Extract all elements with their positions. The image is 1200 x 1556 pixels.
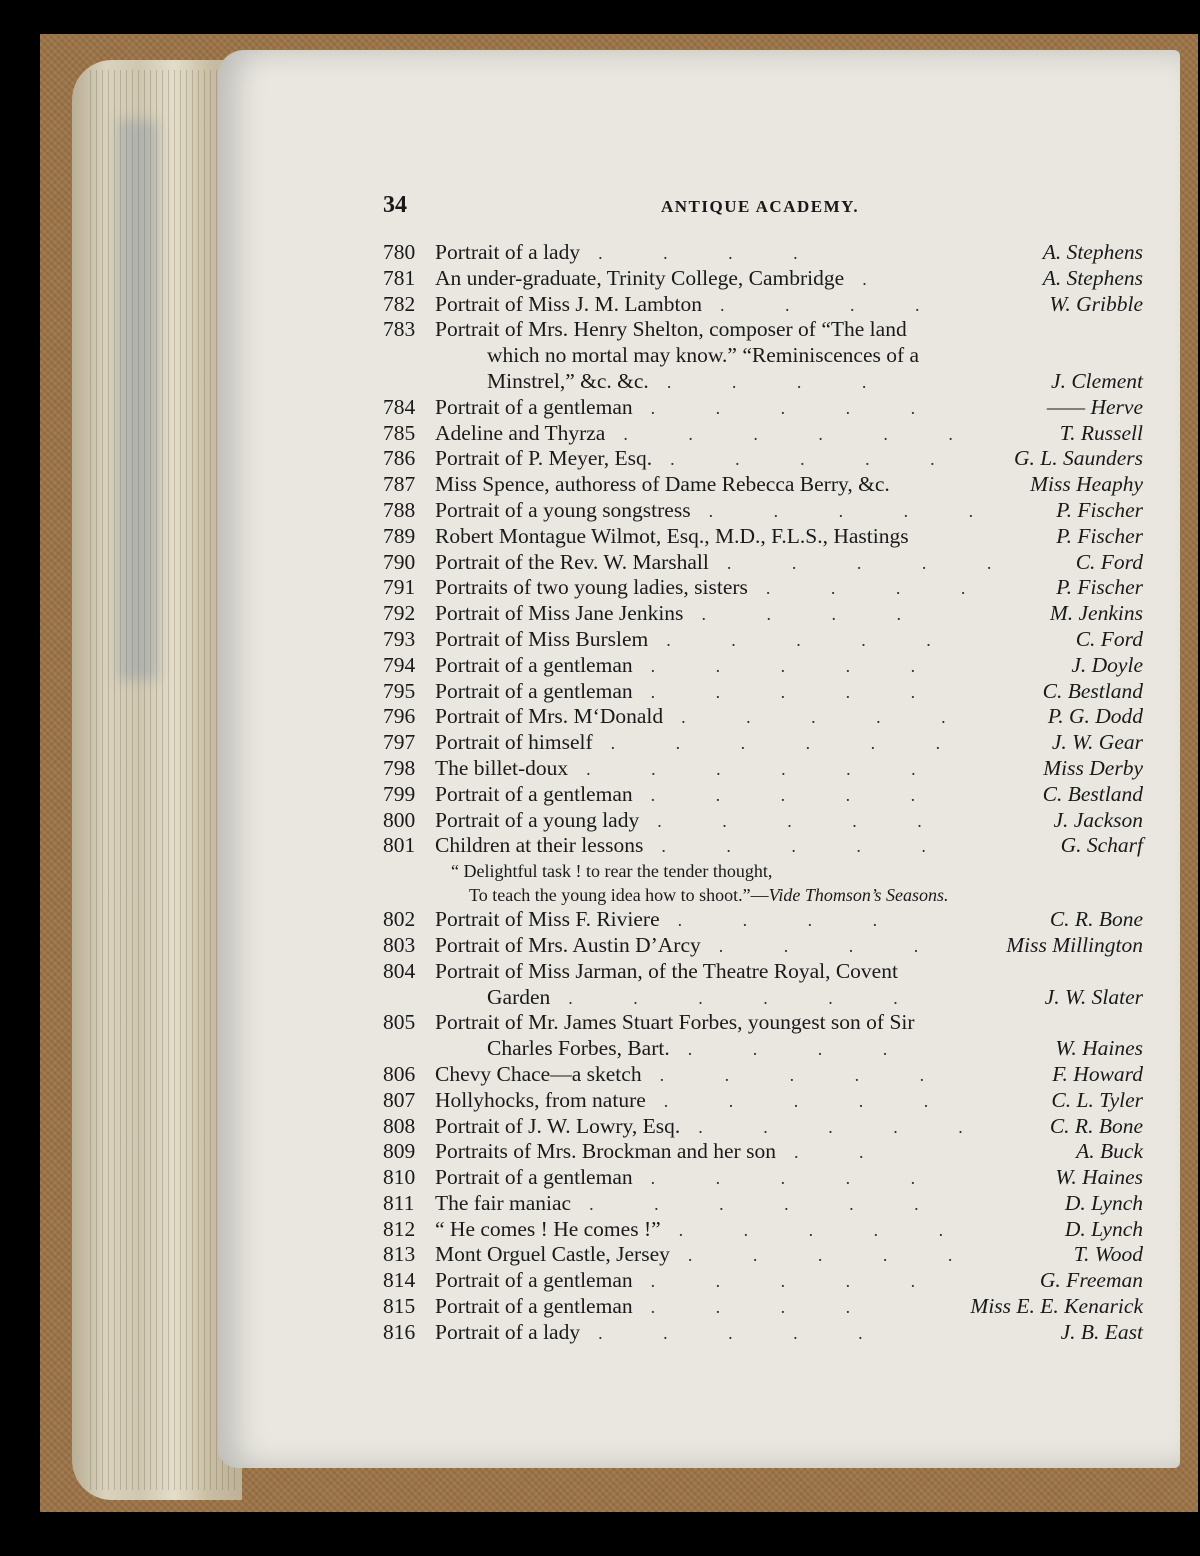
entry-title-line-3: Minstrel,” &c. &c. xyxy=(487,368,649,393)
page-stain xyxy=(118,120,158,680)
entry-artist: A. Stephens xyxy=(1042,265,1143,290)
catalogue-entries xyxy=(383,240,1143,1346)
entry-title: Robert Montague Wilmot, Esq., M.D., F.L.S., Hastings xyxy=(435,523,909,548)
entry-number: 816 xyxy=(383,1319,416,1344)
entry-814: 814 Portrait of a gentleman . . . . . G. Freeman xyxy=(383,1268,1143,1293)
entry-title: Miss Spence, authoress of Dame Rebecca Berry, &c. xyxy=(435,472,890,497)
entry-artist: P. Fischer xyxy=(1056,523,1143,548)
entry-number: 799 xyxy=(383,781,416,806)
running-title: ANTIQUE ACADEMY. xyxy=(661,197,860,216)
entry-title: Portrait of J. W. Lowry, Esq. xyxy=(435,1113,681,1138)
entry-title: Portrait of Miss J. M. Lambton xyxy=(435,291,702,316)
entry-artist: P. G. Dodd xyxy=(1047,704,1143,729)
entry-artist: C. Bestland xyxy=(1042,678,1143,703)
entry-title: Portraits of Mrs. Brockman and her son xyxy=(435,1139,776,1164)
entry-title: Portrait of a gentleman xyxy=(435,1165,633,1190)
entry-artist: C. Ford xyxy=(1075,549,1143,574)
entry-785: 785 Adeline and Thyrza . . . . . . T. Russell xyxy=(383,420,1143,445)
entry-title-line-2: Charles Forbes, Bart. xyxy=(487,1036,670,1061)
entry-number: 809 xyxy=(383,1139,416,1164)
entry-title-line-2: which no mortal may know.” “Reminiscences of a xyxy=(487,343,920,368)
entry-804-cont: Garden . . . . . . J. W. Slater xyxy=(487,984,1143,1009)
entry-artist: C. L. Tyler xyxy=(1051,1087,1143,1112)
entry-number: 782 xyxy=(383,291,416,316)
entry-number: 784 xyxy=(383,394,416,419)
page-number: 34 xyxy=(383,192,407,218)
entry-number: 796 xyxy=(383,704,416,729)
quote-line-2 xyxy=(383,883,1143,907)
entry-number: 794 xyxy=(383,652,416,677)
entry-title: Portrait of Miss F. Riviere xyxy=(435,907,660,932)
entry-number: 806 xyxy=(383,1061,416,1086)
entry-artist: D. Lynch xyxy=(1064,1190,1143,1215)
entry-799: 799 Portrait of a gentleman . . . . . C. Bestland xyxy=(383,781,1143,806)
entry-artist: T. Russell xyxy=(1059,420,1143,445)
entry-793: 793 Portrait of Miss Burslem . . . . . C. Ford xyxy=(383,626,1143,651)
entry-artist: G. L. Saunders xyxy=(1013,446,1143,471)
entry-number: 800 xyxy=(383,807,416,832)
entry-number: 793 xyxy=(383,626,416,651)
entry-810: 810 Portrait of a gentleman . . . . . W. Haines xyxy=(383,1165,1143,1190)
entry-791: 791 Portraits of two young ladies, sisters . . . . P. Fischer xyxy=(383,575,1143,600)
entry-797: 797 Portrait of himself . . . . . . J. W. Gear xyxy=(383,730,1143,755)
entry-805-cont: Charles Forbes, Bart. . . . . W. Haines xyxy=(487,1036,1143,1061)
entry-803: 803 Portrait of Mrs. Austin D’Arcy . . . . Miss Millington xyxy=(383,932,1143,957)
entry-artist: Miss Millington xyxy=(1006,932,1143,957)
entry-808: 808 Portrait of J. W. Lowry, Esq. . . . . . C. R. Bone xyxy=(383,1113,1143,1138)
entry-812: 812 “ He comes ! He comes !” . . . . . D. Lynch xyxy=(383,1216,1143,1241)
entry-artist: C. R. Bone xyxy=(1049,1113,1143,1138)
entry-807: 807 Hollyhocks, from nature . . . . . C. L. Tyler xyxy=(383,1087,1143,1112)
entry-780: 780 Portrait of a lady . . . . A. Stephens xyxy=(383,240,1143,264)
entry-number: 802 xyxy=(383,907,416,932)
entry-800: 800 Portrait of a young lady . . . . . J. Jackson xyxy=(383,807,1143,832)
entry-title: Portrait of a young songstress xyxy=(435,497,691,522)
entry-artist: F. Howard xyxy=(1052,1061,1143,1086)
entry-number: 813 xyxy=(383,1242,416,1267)
entry-number: 791 xyxy=(383,575,416,600)
entry-title: Portrait of a gentleman xyxy=(435,678,633,703)
entry-artist: C. R. Bone xyxy=(1049,907,1143,932)
entry-781: 781 An under-graduate, Trinity College, Cambridge . A. Stephens xyxy=(383,265,1143,290)
entry-number: 792 xyxy=(383,601,416,626)
entry-796: 796 Portrait of Mrs. M‘Donald . . . . . P. G. Dodd xyxy=(383,704,1143,729)
entry-artist: J. Clement xyxy=(1051,368,1143,393)
entry-artist: P. Fischer xyxy=(1056,575,1143,600)
quote-line-1: “ Delightful task ! to rear the tender thought, xyxy=(451,861,773,882)
entry-artist: W. Gribble xyxy=(1049,291,1143,316)
entry-number: 801 xyxy=(383,833,416,858)
entry-806: 806 Chevy Chace—a sketch . . . . . F. Howard xyxy=(383,1061,1143,1086)
entry-792: 792 Portrait of Miss Jane Jenkins . . . . M. Jenkins xyxy=(383,601,1143,626)
entry-number: 812 xyxy=(383,1216,416,1241)
entry-number: 811 xyxy=(383,1190,415,1215)
entry-title: An under-graduate, Trinity College, Cambridge xyxy=(435,265,845,290)
entry-title: Portrait of Mrs. Austin D’Arcy xyxy=(435,932,701,957)
page-header xyxy=(383,192,1143,222)
entry-artist: A. Buck xyxy=(1076,1139,1143,1164)
entry-number: 785 xyxy=(383,420,416,445)
entry-815: 815 Portrait of a gentleman . . . . Miss E. E. Kenarick xyxy=(383,1294,1143,1319)
entry-artist: D. Lynch xyxy=(1064,1216,1143,1241)
entry-artist: G. Scharf xyxy=(1060,833,1143,858)
entry-809: 809 Portraits of Mrs. Brockman and her son . . A. Buck xyxy=(383,1139,1143,1164)
entry-title-line-1: Portrait of Mrs. Henry Shelton, composer of “The land xyxy=(435,317,907,342)
entry-title: Hollyhocks, from nature xyxy=(435,1087,646,1112)
entry-title: Portrait of a lady xyxy=(435,240,581,264)
entry-784: 784 Portrait of a gentleman . . . . . —— Herve xyxy=(383,394,1143,419)
entry-title: Portrait of a gentleman xyxy=(435,1294,633,1319)
entry-title: “ He comes ! He comes !” xyxy=(435,1216,661,1241)
entry-artist: Miss E. E. Kenarick xyxy=(970,1294,1143,1319)
entry-805 xyxy=(383,1010,1143,1036)
entry-number: 788 xyxy=(383,497,416,522)
entry-title: Portrait of P. Meyer, Esq. xyxy=(435,446,653,471)
entry-794: 794 Portrait of a gentleman . . . . . J. Doyle xyxy=(383,652,1143,677)
entry-title: Portrait of Miss Burslem xyxy=(435,626,649,651)
entry-number: 814 xyxy=(383,1268,416,1293)
entry-790: 790 Portrait of the Rev. W. Marshall . . . . . C. Ford xyxy=(383,549,1143,574)
entry-title: Portrait of a young lady xyxy=(435,807,640,832)
entry-number: 803 xyxy=(383,932,416,957)
entry-813: 813 Mont Orguel Castle, Jersey . . . . . T. Wood xyxy=(383,1242,1143,1267)
entry-number: 786 xyxy=(383,446,416,471)
entry-title: Children at their lessons xyxy=(435,833,644,858)
entry-number: 808 xyxy=(383,1113,416,1138)
entry-artist: J. W. Slater xyxy=(1044,984,1143,1009)
entry-artist: A. Stephens xyxy=(1042,240,1143,264)
entry-number: 783 xyxy=(383,317,416,342)
entry-title: The billet-doux xyxy=(435,755,569,780)
entry-number: 807 xyxy=(383,1087,416,1112)
entry-artist: C. Bestland xyxy=(1042,781,1143,806)
entry-782: 782 Portrait of Miss J. M. Lambton . . . . W. Gribble xyxy=(383,291,1143,316)
entry-795: 795 Portrait of a gentleman . . . . . C. Bestland xyxy=(383,678,1143,703)
entry-788: 788 Portrait of a young songstress . . . . . P. Fischer xyxy=(383,497,1143,522)
entry-number: 795 xyxy=(383,678,416,703)
entry-number: 781 xyxy=(383,265,416,290)
entry-artist: —— Herve xyxy=(1046,394,1143,419)
entry-title: Portraits of two young ladies, sisters xyxy=(435,575,748,600)
entry-artist: P. Fischer xyxy=(1056,497,1143,522)
entry-title: Portrait of a lady xyxy=(435,1319,581,1344)
entry-783-cont: Minstrel,” &c. &c. . . . . J. Clement xyxy=(487,368,1143,393)
entry-title: Chevy Chace—a sketch xyxy=(435,1061,642,1086)
entry-798: 798 The billet-doux . . . . . . Miss Derby xyxy=(383,755,1143,780)
entry-title: Portrait of a gentleman xyxy=(435,652,633,677)
quote-source: Vide Thomson’s Seasons. xyxy=(768,885,949,906)
entry-816: 816 Portrait of a lady . . . . . J. B. East xyxy=(383,1319,1143,1344)
entry-title-line-1: Portrait of Mr. James Stuart Forbes, youngest son of Sir xyxy=(435,1010,915,1035)
entry-title: Portrait of himself xyxy=(435,730,593,755)
entry-number: 780 xyxy=(383,240,416,264)
entry-title-line-1: Portrait of Miss Jarman, of the Theatre Royal, Covent xyxy=(435,958,898,983)
entry-number: 789 xyxy=(383,523,416,548)
entry-artist: Miss Heaphy xyxy=(1030,472,1143,497)
entry-artist: W. Haines xyxy=(1055,1036,1143,1061)
quote-text: To teach the young idea how to shoot.”— xyxy=(469,885,769,906)
entry-789 xyxy=(383,524,1143,550)
entry-number: 805 xyxy=(383,1010,416,1035)
entry-801: 801 Children at their lessons . . . . . G. Scharf xyxy=(383,833,1143,858)
entry-artist: G. Freeman xyxy=(1039,1268,1143,1293)
entry-787 xyxy=(383,472,1143,498)
entry-811: 811 The fair maniac . . . . . . D. Lynch xyxy=(383,1190,1143,1215)
entry-title: Mont Orguel Castle, Jersey xyxy=(435,1242,670,1267)
entry-title-line-2: Garden xyxy=(487,984,551,1009)
entry-artist: J. W. Gear xyxy=(1051,730,1143,755)
entry-title: Portrait of Miss Jane Jenkins xyxy=(435,601,684,626)
entry-804 xyxy=(383,959,1143,985)
entry-number: 815 xyxy=(383,1294,416,1319)
entry-786: 786 Portrait of P. Meyer, Esq. . . . . . G. L. Saunders xyxy=(383,446,1143,471)
entry-title: Portrait of Mrs. M‘Donald xyxy=(435,704,664,729)
entry-title: Portrait of a gentleman xyxy=(435,1268,633,1293)
entry-number: 797 xyxy=(383,730,416,755)
entry-number: 798 xyxy=(383,755,416,780)
entry-artist: J. Jackson xyxy=(1053,807,1143,832)
entry-title: The fair maniac xyxy=(435,1190,572,1215)
entry-artist: T. Wood xyxy=(1073,1242,1143,1267)
entry-number: 810 xyxy=(383,1165,416,1190)
entry-artist: C. Ford xyxy=(1075,626,1143,651)
entry-artist: Miss Derby xyxy=(1043,755,1143,780)
entry-783-cont xyxy=(383,343,1143,369)
entry-783 xyxy=(383,317,1143,343)
entry-title: Portrait of a gentleman xyxy=(435,781,633,806)
entry-802: 802 Portrait of Miss F. Riviere . . . . C. R. Bone xyxy=(383,907,1143,932)
entry-artist: M. Jenkins xyxy=(1049,601,1143,626)
entry-number: 790 xyxy=(383,549,416,574)
entry-artist: W. Haines xyxy=(1055,1165,1143,1190)
entry-number: 804 xyxy=(383,958,416,983)
entry-artist: J. Doyle xyxy=(1071,652,1143,677)
entry-number: 787 xyxy=(383,472,416,497)
entry-title: Adeline and Thyrza xyxy=(435,420,606,445)
entry-title: Portrait of the Rev. W. Marshall xyxy=(435,549,709,574)
entry-title: Portrait of a gentleman xyxy=(435,394,633,419)
entry-artist: J. B. East xyxy=(1060,1319,1143,1344)
